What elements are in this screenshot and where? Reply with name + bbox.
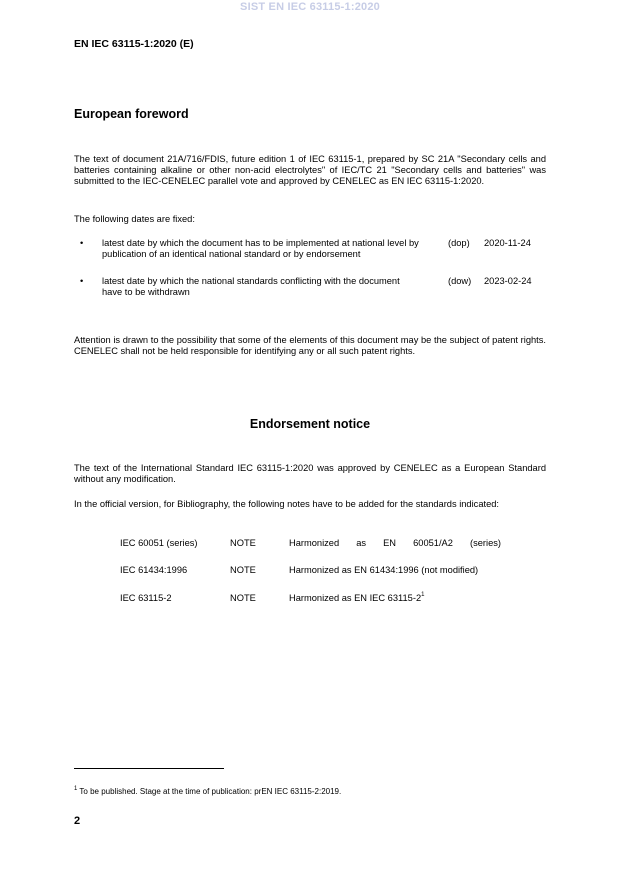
note-harmonized-group (289, 593, 424, 603)
foreword-paragraph-3: Attention is drawn to the possibility that some of the elements of this document may be the subject of patent rights. CENELEC shall not be held responsible for identifying any or all such patent rights. (74, 335, 546, 357)
footnote-marker: 1 (74, 786, 78, 792)
foreword-paragraph-2: The following dates are fixed: (74, 214, 195, 224)
foreword-paragraph-1: The text of document 21A/716/FDIS, future edition 1 of IEC 63115-1, prepared by SC 21A "Secondary cells and batteries containing alkaline or other non-acid electrolytes" of IEC/TC 21 "Secondary cells and batteries" was submitted to the IEC-CENELEC parallel vote and approved by CENELEC as EN IEC 63115-1:2020. (74, 154, 546, 187)
endorsement-heading: Endorsement notice (249, 417, 371, 431)
note-harmonized (289, 538, 501, 548)
note-harmonized: Harmonized as EN 61434:1996 (not modified) (289, 565, 479, 575)
dop-date: 2020-11-24 (484, 238, 531, 248)
note-label: NOTE (230, 593, 256, 603)
footnote-text: To be published. Stage at the time of publication: prEN IEC 63115-2:2019. (79, 787, 342, 796)
endorsement-paragraph-2: In the official version, for Bibliography, the following notes have to be added for the standards indicated: (74, 499, 499, 509)
dop-description: latest date by which the document has to be implemented at national level by publication of an identical national standard or by endorsement (102, 238, 419, 260)
footnote (74, 787, 341, 796)
dow-code: (dow) (448, 276, 472, 286)
harmonized-word: EN (383, 538, 397, 548)
harmonized-word: as (356, 538, 367, 548)
document-identifier: EN IEC 63115-1:2020 (E) (74, 38, 194, 50)
foreword-heading: European foreword (74, 107, 189, 121)
note-standard: IEC 60051 (series) (120, 538, 198, 548)
page-number: 2 (74, 815, 81, 827)
harmonized-word: Harmonized (289, 538, 340, 548)
harmonized-word: (series) (470, 538, 501, 548)
harmonized-word: 60051/A2 (413, 538, 453, 548)
footnote-reference[interactable]: 1 (421, 592, 425, 598)
bullet-dot: • (80, 276, 84, 286)
bullet-dot: • (80, 238, 84, 248)
note-harmonized: Harmonized as EN IEC 63115-2 (289, 593, 422, 603)
dop-code: (dop) (448, 238, 470, 248)
note-label: NOTE (230, 565, 256, 575)
note-standard: IEC 63115-2 (120, 593, 172, 603)
endorsement-paragraph-1: The text of the International Standard IEC 63115-1:2020 was approved by CENELEC as a European Standard without any modification. (74, 463, 546, 485)
watermark: SIST EN IEC 63115-1:2020 (240, 1, 380, 13)
note-standard: IEC 61434:1996 (120, 565, 188, 575)
footnote-separator (74, 768, 224, 769)
dow-description: latest date by which the national standards conflicting with the document have to be withdrawn (102, 276, 400, 298)
dow-date: 2023-02-24 (484, 276, 532, 286)
note-label: NOTE (230, 538, 256, 548)
